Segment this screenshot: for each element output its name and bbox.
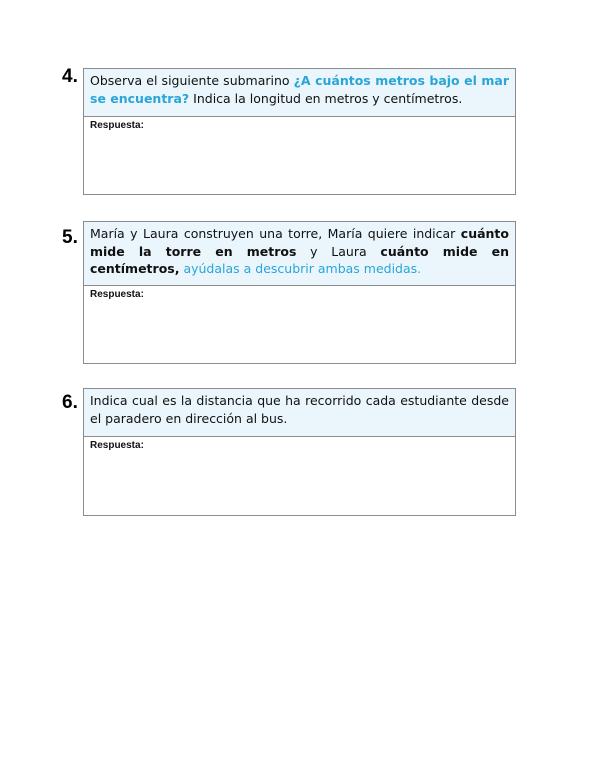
answer-area[interactable]: [84, 286, 515, 363]
question-prompt: [84, 222, 515, 286]
question-box: [83, 221, 516, 364]
answer-area[interactable]: [84, 117, 515, 194]
question-box: [83, 68, 516, 195]
prompt-text: y Laura: [296, 243, 381, 259]
prompt-text: Observa el siguiente submarino: [90, 73, 294, 88]
prompt-text: María y Laura construyen una torre, María quiere indicar: [90, 226, 461, 241]
question-prompt: [84, 69, 515, 117]
prompt-text: Indica cual es la distancia que ha recorrido cada estudiante desde el paradero en dirección al bus.: [90, 393, 509, 426]
answer-label: Respuesta:: [90, 289, 144, 300]
question-number: 5.: [62, 227, 78, 248]
question-prompt: [84, 389, 515, 437]
question-number: 4.: [62, 66, 78, 87]
prompt-bold: cuánto mide la torre en metros: [90, 226, 509, 259]
prompt-text: Indica la longitud en metros y centímetros.: [189, 90, 463, 106]
question-number: 6.: [62, 392, 78, 413]
answer-label: Respuesta:: [90, 440, 144, 451]
prompt-highlight: ¿A cuántos metros bajo el mar se encuentra?: [90, 73, 509, 106]
prompt-bold: cuánto mide en centímetros,: [90, 243, 510, 276]
answer-area[interactable]: [84, 437, 515, 515]
prompt-highlight: ayúdalas a descubrir ambas medidas.: [183, 261, 422, 276]
answer-label: Respuesta:: [90, 120, 144, 131]
question-box: [83, 388, 516, 516]
